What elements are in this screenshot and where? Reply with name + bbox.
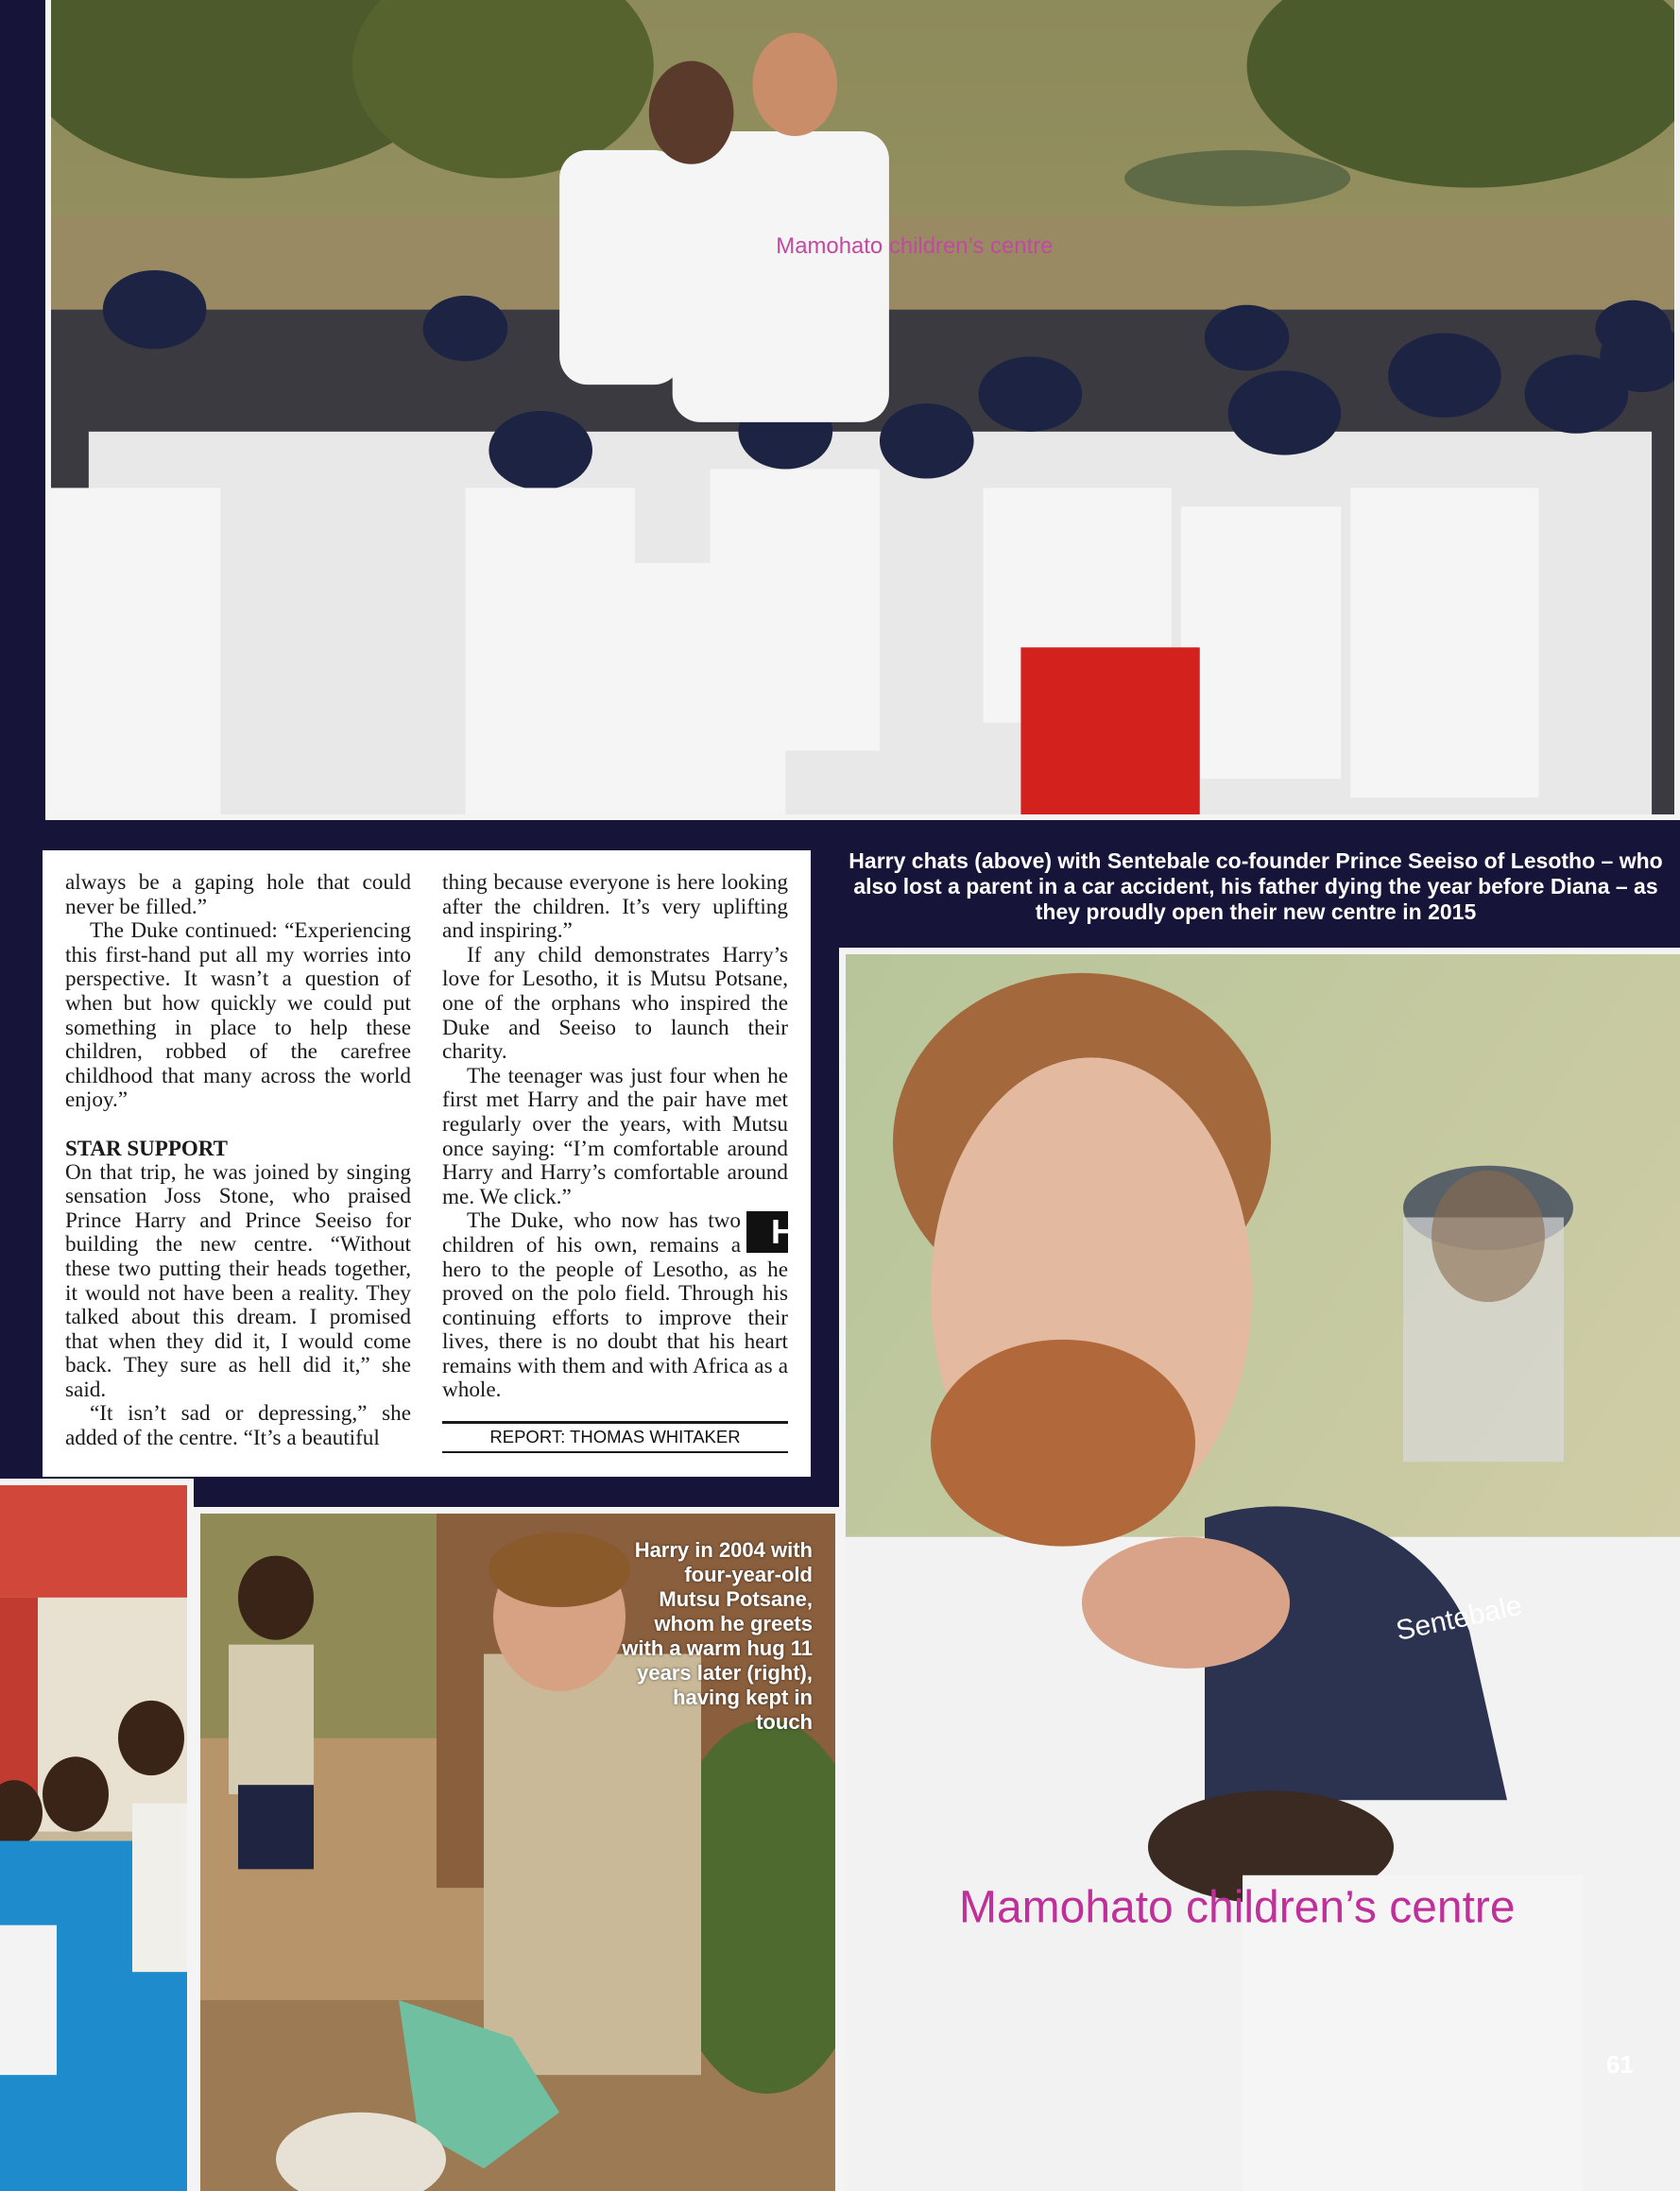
article-subheading: STAR SUPPORT — [65, 1136, 228, 1160]
byline: REPORT: THOMAS WHITAKER — [489, 1427, 741, 1446]
article-paragraph-last — [442, 1208, 796, 1403]
right-photo — [839, 948, 1680, 2191]
byline-rule-top — [442, 1421, 788, 1424]
article-paragraph: thing because everyone is here looking after the children. It’s very uplifting and inspiring.” — [442, 870, 788, 944]
byline-rule-bottom — [442, 1451, 788, 1453]
page-number: 61 — [1606, 2050, 1634, 2079]
article-paragraph: On that trip, he was joined by singing sensation Joss Stone, who praised Prince Harry and Prince Seeiso for building the new centre. “Without these two putting their heads together, it would not have been a reality. They talked about this dream. I promised that when they did it, I would come back. They sure as hell did it,” she said. — [65, 1159, 411, 1402]
article-paragraph: The Duke continued: “Experiencing this first-hand put all my worries into perspective. It wasn’t a question of when but how quickly we could put something in place to help these children, robbed of the carefree childhood that many across the world enjoy.” — [65, 918, 411, 1113]
article-column-2 — [442, 870, 796, 1403]
top-photo — [45, 0, 1680, 820]
end-mark-icon: H — [746, 1211, 788, 1253]
top-photo-caption: Harry chats (above) with Sentebale co-founder Prince Seeiso of Lesotho – who also lost a parent in a car accident, his father dying the year before Diana – as they proudly open their new centre in 2015 — [849, 848, 1663, 924]
article-paragraph: always be a gaping hole that could never be filled.” — [65, 870, 411, 919]
article-paragraph: If any child demonstrates Harry’s love for Lesotho, it is Mutsu Potsane, one of the orphans who inspired the Duke and Seeiso to launch their charity. — [442, 942, 788, 1065]
article-body — [43, 850, 811, 1477]
left-photo — [0, 1479, 194, 2191]
right-photo-shirt-text: Mamohato children’s centre — [959, 1882, 1516, 1933]
middle-photo-caption: Harry in 2004 with four-year-old Mutsu Potsane, whom he greets with a warm hug 11 years later (right), having kept in touch — [622, 1538, 813, 1734]
article-paragraph: “It isn’t sad or depressing,” she added of the centre. “It’s a beautiful — [65, 1401, 411, 1451]
right-photo-hat-text: Sentebale — [1393, 1589, 1525, 1647]
top-photo-shirt-text: Mamohato children’s centre — [776, 233, 1054, 260]
article-paragraph-text: The Duke, who now has two children of his own, remains a hero to the people of Lesotho, as he proved on the polo field. Through his continuing efforts to improve their lives, there is no doubt that his heart remains with them and with Africa as a whole. — [442, 1208, 788, 1403]
article-paragraph: The teenager was just four when he first met Harry and the pair have met regularly over the years, with Mutsu once saying: “I’m comfortable around Harry and Harry’s comfortable around me. We click.” — [442, 1063, 788, 1209]
article-column-1 — [65, 871, 411, 1451]
